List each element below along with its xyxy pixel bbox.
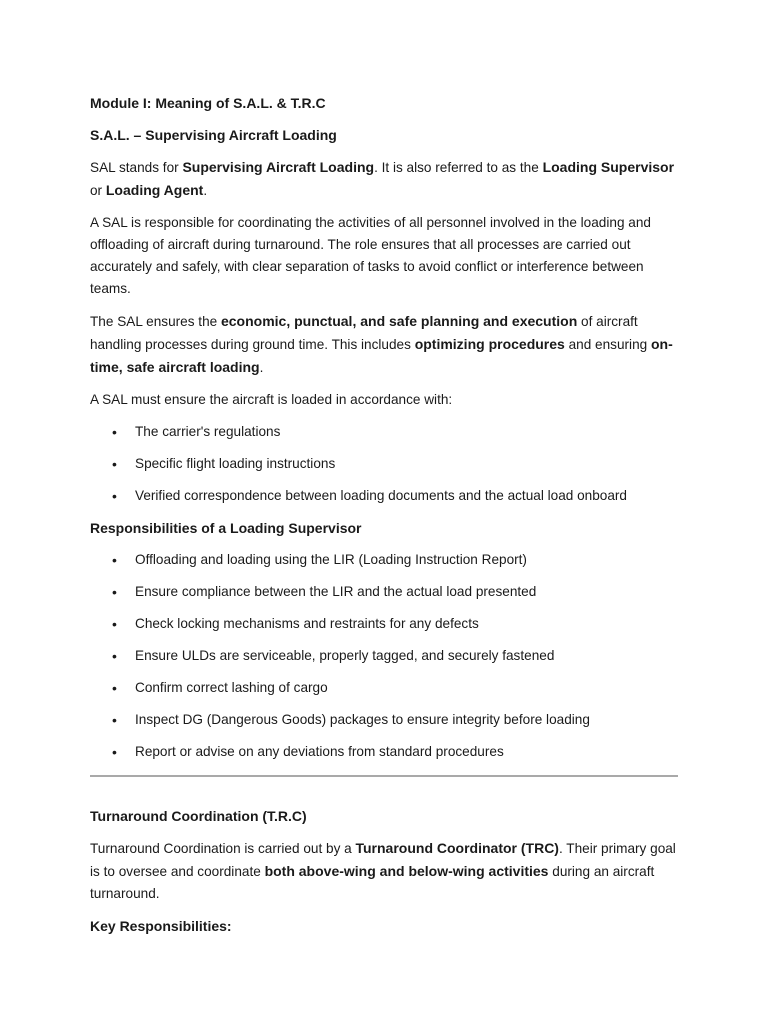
sal-ensures-text-4: . bbox=[259, 360, 264, 375]
trc-intro-bold-1: Turnaround Coordinator (TRC) bbox=[355, 840, 559, 856]
list-item-text: Confirm correct lashing of cargo bbox=[135, 680, 328, 695]
list-item bbox=[90, 485, 680, 507]
bullet-icon: • bbox=[112, 456, 117, 472]
bullet-icon: • bbox=[112, 584, 117, 600]
sal-intro-text-1: SAL stands for bbox=[90, 160, 183, 175]
list-item-text: Ensure compliance between the LIR and the actual load presented bbox=[135, 584, 537, 599]
sal-ensures-bold-1: economic, punctual, and safe planning and execution bbox=[220, 313, 578, 329]
sal-intro-bold-2: Loading Supervisor bbox=[542, 159, 675, 175]
sal-intro-text-2: . It is also referred to as the bbox=[374, 160, 543, 175]
trc-intro-bold-2: both above-wing and below-wing activities bbox=[264, 863, 549, 879]
list-item-text: Inspect DG (Dangerous Goods) packages to ensure integrity before loading bbox=[135, 712, 590, 727]
list-item bbox=[90, 709, 680, 731]
bullet-icon: • bbox=[112, 648, 117, 664]
list-item-text: The carrier's regulations bbox=[135, 424, 281, 439]
section-divider bbox=[90, 775, 678, 777]
bullet-icon: • bbox=[112, 744, 117, 760]
list-item-text: Verified correspondence between loading documents and the actual load onboard bbox=[135, 488, 627, 503]
sal-ensures-bold-2: optimizing procedures bbox=[414, 336, 565, 352]
accordance-intro: A SAL must ensure the aircraft is loaded in accordance with: bbox=[90, 392, 453, 407]
list-item-text: Specific flight loading instructions bbox=[135, 456, 336, 471]
sal-ensures-text-1: The SAL ensures the bbox=[90, 314, 221, 329]
list-item bbox=[90, 549, 680, 571]
list-item-text: Offloading and loading using the LIR (Loading Instruction Report) bbox=[135, 552, 527, 567]
bullet-icon: • bbox=[112, 488, 117, 504]
sal-intro-bold-1: Supervising Aircraft Loading bbox=[182, 159, 375, 175]
sal-intro-text-4: . bbox=[203, 183, 208, 198]
key-responsibilities-heading: Key Responsibilities: bbox=[90, 918, 232, 934]
bullet-icon: • bbox=[112, 680, 117, 696]
bullet-icon: • bbox=[112, 616, 117, 632]
sal-ensures-bold-3: on-time, safe aircraft loading bbox=[90, 336, 673, 375]
trc-intro-text-3: during an aircraft turnaround. bbox=[90, 864, 655, 901]
sal-intro-bold-3: Loading Agent bbox=[105, 182, 204, 198]
bullet-icon: • bbox=[112, 552, 117, 568]
trc-intro-text-2: . Their primary goal is to oversee and coordinate bbox=[90, 841, 676, 879]
sal-ensures-text-2: of aircraft handling processes during ground time. This includes bbox=[90, 314, 638, 352]
bullet-icon: • bbox=[112, 424, 117, 440]
trc-intro-text-1: Turnaround Coordination is carried out by a bbox=[90, 841, 356, 856]
sal-intro-paragraph bbox=[90, 156, 680, 202]
list-item bbox=[90, 581, 680, 603]
list-item-text: Check locking mechanisms and restraints for any defects bbox=[135, 616, 479, 631]
responsibilities-list bbox=[90, 549, 680, 763]
list-item bbox=[90, 613, 680, 635]
list-item bbox=[90, 645, 680, 667]
sal-ensures-paragraph bbox=[90, 310, 680, 379]
list-item bbox=[90, 677, 680, 699]
sal-heading: S.A.L. – Supervising Aircraft Loading bbox=[90, 127, 337, 143]
bullet-icon: • bbox=[112, 712, 117, 728]
list-item bbox=[90, 421, 680, 443]
document-page bbox=[90, 92, 680, 947]
list-item-text: Report or advise on any deviations from standard procedures bbox=[135, 744, 504, 759]
trc-heading: Turnaround Coordination (T.R.C) bbox=[90, 808, 307, 824]
sal-intro-text-3: or bbox=[90, 183, 106, 198]
sal-role-paragraph: A SAL is responsible for coordinating the activities of all personnel involved in the loading and offloading of aircraft during turnaround. The role ensures that all processes are carried out accurately and safely, with clear separation of tasks to avoid conflict or interference between teams. bbox=[90, 215, 651, 296]
accordance-list bbox=[90, 421, 680, 507]
list-item bbox=[90, 453, 680, 475]
list-item bbox=[90, 741, 680, 763]
module-title: Module I: Meaning of S.A.L. & T.R.C bbox=[90, 95, 326, 111]
trc-intro-paragraph bbox=[90, 837, 680, 905]
sal-ensures-text-3: and ensuring bbox=[564, 337, 651, 352]
responsibilities-heading: Responsibilities of a Loading Supervisor bbox=[90, 520, 362, 536]
list-item-text: Ensure ULDs are serviceable, properly tagged, and securely fastened bbox=[135, 648, 555, 663]
